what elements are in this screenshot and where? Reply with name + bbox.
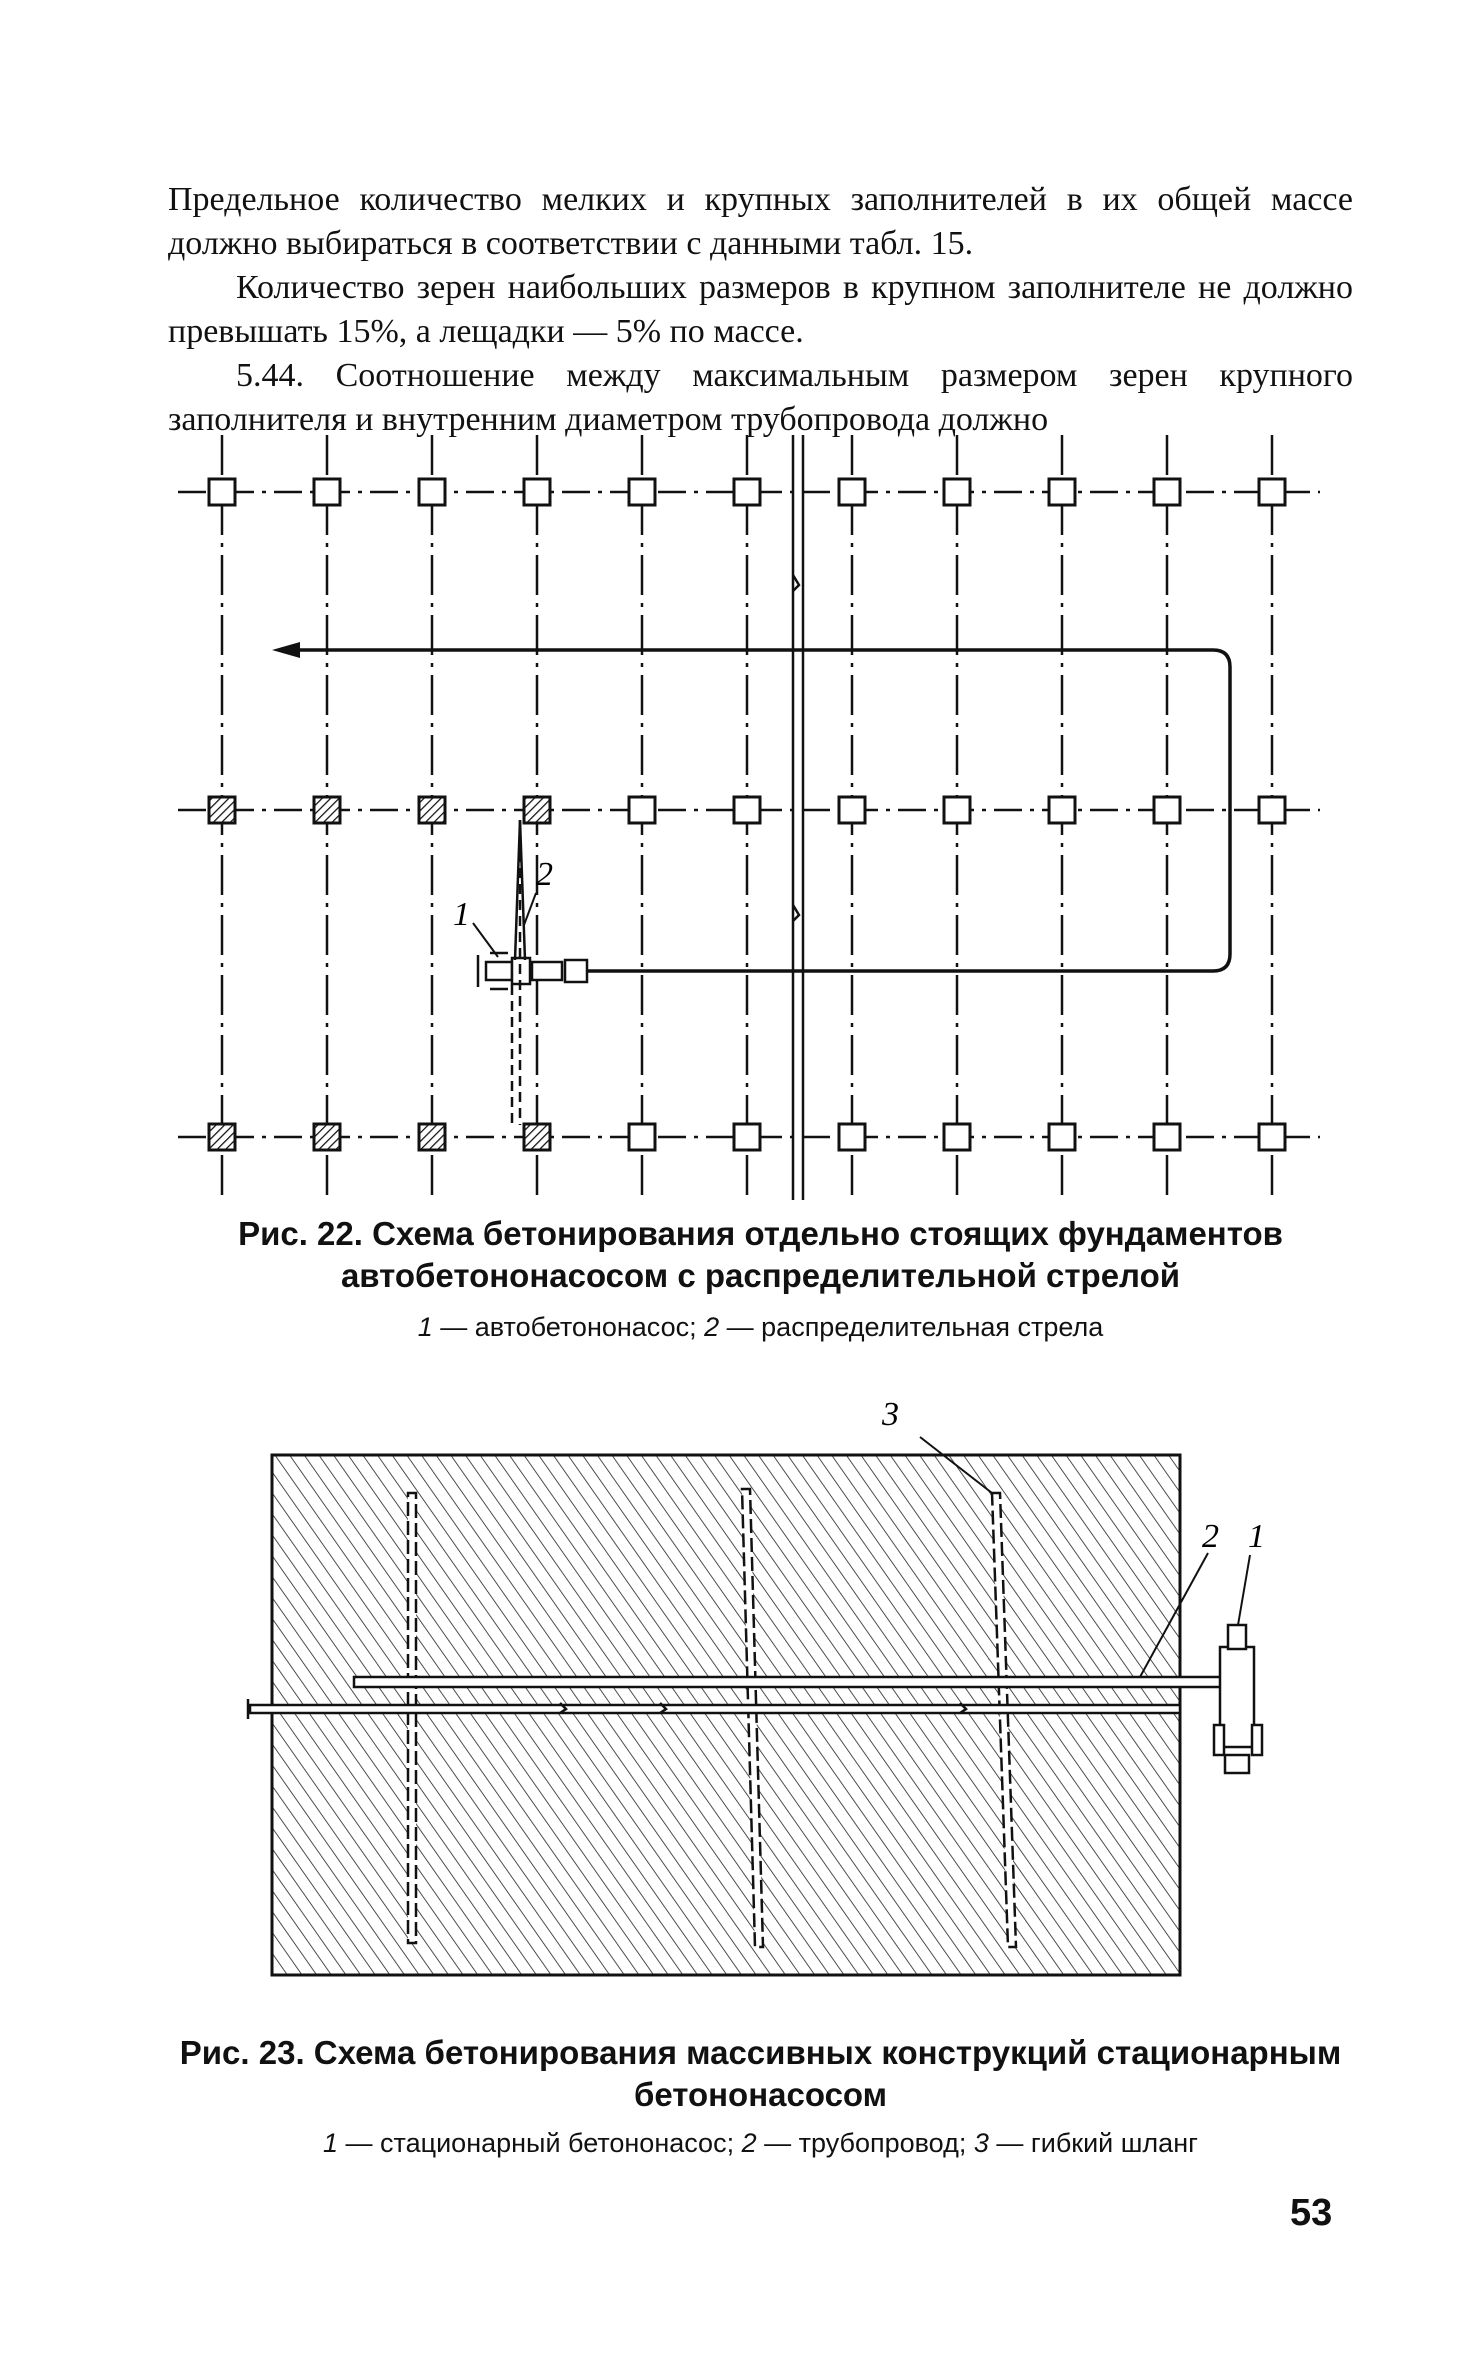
legend-num-2: 2 [741, 2128, 757, 2158]
page-number: 53 [1290, 2192, 1333, 2234]
central-break-line [793, 435, 803, 1200]
foundation-empty [524, 479, 550, 505]
foundation-concreted [419, 797, 445, 823]
foundation-empty [1259, 1124, 1285, 1150]
legend-text-2: — трубопровод; [756, 2128, 974, 2158]
paragraph-3: 5.44. Соотношение между максимальным размером зерен крупного заполнителя и внутренним диаметром трубопровода должно [168, 357, 1353, 438]
foundation-empty [944, 479, 970, 505]
foundation-empty [1049, 797, 1075, 823]
label-1: 1 [453, 896, 470, 933]
foundation-empty [839, 797, 865, 823]
foundation-empty [734, 1124, 760, 1150]
foundation-empty [629, 797, 655, 823]
foundation-empty [314, 479, 340, 505]
foundation-empty [839, 479, 865, 505]
figure-23-caption: Рис. 23. Схема бетонирования массивных конструкций стационарным бетононасосом [179, 2034, 1342, 2113]
foundation-empty [1259, 479, 1285, 505]
foundation-empty [1154, 1124, 1180, 1150]
body-text [168, 178, 1353, 442]
foundation-empty [1154, 479, 1180, 505]
foundation-empty [1154, 797, 1180, 823]
foundation-empty [944, 797, 970, 823]
foundation-concreted [209, 1124, 235, 1150]
legend-num-3: 3 [973, 2128, 989, 2158]
legend-text-3: — гибкий шланг [988, 2128, 1198, 2158]
foundation-concreted [524, 1124, 550, 1150]
legend-num-1: 1 [323, 2128, 339, 2158]
foundation-empty [839, 1124, 865, 1150]
label-2: 2 [536, 856, 553, 893]
foundation-empty [734, 479, 760, 505]
label-2: 2 [1202, 1518, 1219, 1555]
paragraph-2: Количество зерен наибольших размеров в крупном заполнителе не должно превышать 15%, а лещадки — 5% по массе. [168, 269, 1353, 350]
foundation-empty [419, 479, 445, 505]
foundation-concreted [419, 1124, 445, 1150]
pump-truck-1 [478, 953, 587, 989]
paragraph-1: Предельное количество мелких и крупных заполнителей в их общей массе должно выбираться в соответствии с данными табл. 15. [168, 181, 1353, 262]
foundation-concreted [314, 797, 340, 823]
label-1: 1 [1248, 1518, 1265, 1555]
label-3: 3 [882, 1396, 899, 1433]
legend-num-1: 1 [417, 1312, 433, 1342]
figure-22-legend [168, 1312, 1353, 1343]
foundation-concreted [314, 1124, 340, 1150]
figure-22-caption: Рис. 22. Схема бетонирования отдельно стоящих фундаментов автобетононасосом с распределительной стрелой [238, 1215, 1283, 1294]
foundation-empty [1049, 1124, 1075, 1150]
foundation-empty [1259, 797, 1285, 823]
figure-23-legend [168, 2128, 1353, 2159]
legend-text-1: — автобетононасос; [432, 1312, 705, 1342]
legend-text-1: — стационарный бетононасос; [338, 2128, 742, 2158]
foundation-empty [629, 1124, 655, 1150]
foundation-concreted [524, 797, 550, 823]
legend-num-2: 2 [704, 1312, 720, 1342]
stationary-pump-1 [1214, 1625, 1262, 1773]
foundation-empty [209, 479, 235, 505]
arrow-head [272, 642, 300, 658]
foundation-empty [944, 1124, 970, 1150]
foundation-empty [734, 797, 760, 823]
foundation-empty [629, 479, 655, 505]
foundation-empty [1049, 479, 1075, 505]
figure-23-diagram [240, 1385, 1280, 1985]
legend-text-2: — распределительная стрела [719, 1312, 1104, 1342]
foundation-concreted [209, 797, 235, 823]
figure-22-diagram [160, 425, 1340, 1210]
